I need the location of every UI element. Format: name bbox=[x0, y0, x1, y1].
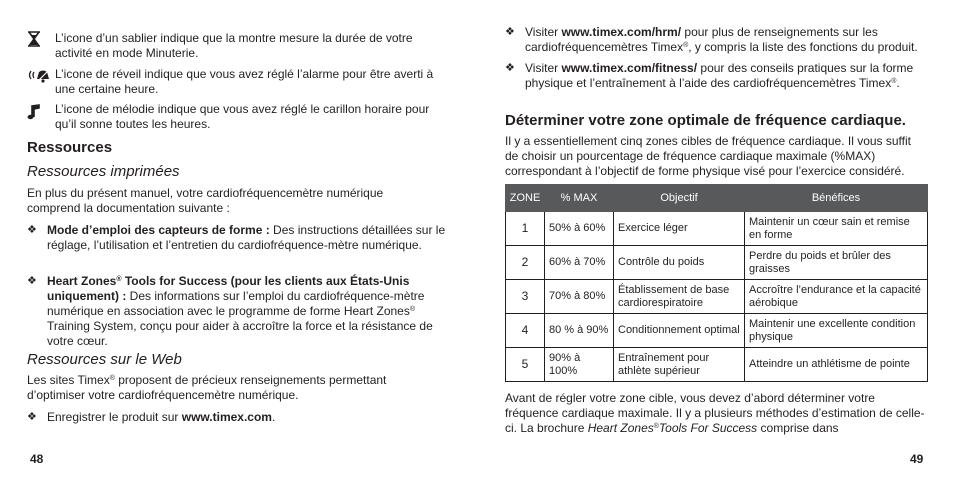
alarm-bell-icon bbox=[27, 68, 49, 84]
max-cell: 80 % à 90% bbox=[545, 314, 614, 348]
outro-text-b: comprise dans bbox=[757, 421, 839, 435]
bullet-title-b: Tools for Success (pour les clients aux États-Unis uniquement) : bbox=[47, 274, 410, 303]
register-end: . bbox=[271, 410, 276, 424]
zone-cell: 4 bbox=[506, 314, 545, 348]
diamond-bullet-icon: ❖ bbox=[505, 26, 515, 38]
web-intro-b: proposent de précieux renseignements permettant d’optimiser votre cardiofréquencemètre numérique. bbox=[27, 373, 387, 402]
col-header-zone: ZONE bbox=[506, 185, 545, 212]
hrm-text-a: pour plus de renseignements sur les cardiofréquencemètres Timex bbox=[525, 25, 878, 54]
fitness-link[interactable]: www.timex.com/fitness/ bbox=[561, 61, 698, 75]
fitness-text-a: pour des conseils pratiques sur la forme physique et l’entraînement à l’aide des cardiofréquencemètres Timex bbox=[525, 61, 914, 90]
page-number-right: 49 bbox=[910, 452, 924, 466]
page-number-left: 48 bbox=[30, 452, 44, 466]
bullet-title: Mode d’emploi des capteurs de forme : bbox=[47, 223, 270, 237]
table-row bbox=[506, 212, 928, 246]
objectif-cell: Contrôle du poids bbox=[614, 246, 745, 280]
objectif-cell: Établissement de base cardiorespiratoire bbox=[614, 280, 745, 314]
table-header-row bbox=[506, 185, 928, 212]
visit-text: Visiter bbox=[525, 25, 562, 39]
objectif-cell: Entraînement pour athlète supérieur bbox=[614, 348, 745, 382]
registered-mark: ® bbox=[109, 375, 115, 382]
timex-link[interactable]: www.timex.com bbox=[181, 410, 272, 424]
registered-mark: ® bbox=[683, 42, 689, 49]
benefices-cell: Perdre du poids et brûler des graisses bbox=[745, 246, 928, 280]
registered-mark: ® bbox=[116, 276, 122, 283]
table-row bbox=[506, 348, 928, 382]
table-row bbox=[506, 314, 928, 348]
objectif-cell: Conditionnement optimal bbox=[614, 314, 745, 348]
zone-cell: 1 bbox=[506, 212, 545, 246]
hourglass-icon bbox=[27, 31, 49, 47]
objectif-cell: Exercice léger bbox=[614, 212, 745, 246]
zone-table bbox=[505, 184, 928, 382]
ressources-heading: Ressources bbox=[27, 139, 113, 156]
alarm-description: L’icone de réveil indique que vous avez réglé l’alarme pour être averti à une certaine heure. bbox=[55, 67, 434, 96]
zone-cell: 5 bbox=[506, 348, 545, 382]
col-header-max: % MAX bbox=[545, 185, 614, 212]
bullet-title-a: Heart Zones bbox=[47, 274, 117, 288]
melody-description: L’icone de mélodie indique que vous avez réglé le carillon horaire pour qu’il sonne toutes les heures. bbox=[55, 102, 430, 131]
table-row bbox=[506, 246, 928, 280]
zone-intro: Il y a essentiellement cinq zones cibles de fréquence cardiaque. Il vous suffit de choisir un pourcentage de fréquence cardiaque maximale (%MAX) correspondant à l’objectif de forme physique visé pour l’exercice considéré. bbox=[505, 134, 912, 178]
zone-cell: 3 bbox=[506, 280, 545, 314]
web-intro bbox=[27, 373, 427, 403]
printed-resources-heading: Ressources imprimées bbox=[27, 163, 180, 180]
table-row bbox=[506, 280, 928, 314]
printed-intro: En plus du présent manuel, votre cardiofréquencemètre numérique comprend la documentation suivante : bbox=[27, 186, 384, 215]
music-note-icon bbox=[27, 104, 49, 120]
diamond-bullet-icon: ❖ bbox=[505, 62, 515, 74]
fitness-text-b: . bbox=[896, 76, 900, 90]
outro-italic: Heart Zones bbox=[587, 421, 654, 435]
bullet-text-a: Des informations sur l’emploi du cardiofréquence-mètre numérique en association avec le programme de forme Heart Zones bbox=[47, 289, 425, 318]
diamond-bullet-icon: ❖ bbox=[27, 275, 37, 287]
benefices-cell: Accroître l’endurance et la capacité aérobique bbox=[745, 280, 928, 314]
max-cell: 50% à 60% bbox=[545, 212, 614, 246]
zone-outro bbox=[505, 391, 927, 436]
hrm-link[interactable]: www.timex.com/hrm/ bbox=[561, 25, 682, 39]
max-cell: 60% à 70% bbox=[545, 246, 614, 280]
max-cell: 90% à 100% bbox=[545, 348, 614, 382]
registered-mark: ® bbox=[891, 78, 897, 85]
benefices-cell: Maintenir un cœur sain et remise en forme bbox=[745, 212, 928, 246]
registered-mark: ® bbox=[409, 306, 416, 313]
zone-cell: 2 bbox=[506, 246, 545, 280]
max-cell: 70% à 80% bbox=[545, 280, 614, 314]
col-header-objectif: Objectif bbox=[614, 185, 745, 212]
diamond-bullet-icon: ❖ bbox=[27, 411, 37, 423]
zone-heading: Déterminer votre zone optimale de fréquence cardiaque. bbox=[505, 112, 906, 129]
diamond-bullet-icon: ❖ bbox=[27, 224, 37, 236]
benefices-cell: Maintenir une excellente condition physique bbox=[745, 314, 928, 348]
outro-italic-2: Tools For Success bbox=[658, 421, 758, 435]
web-resources-heading: Ressources sur le Web bbox=[27, 351, 182, 368]
web-intro-a: Les sites Timex bbox=[27, 373, 110, 387]
bullet-text-b: Training System, conçu pour aider à accroître la force et la résistance de votre cœur. bbox=[47, 319, 433, 348]
registered-mark: ® bbox=[653, 423, 659, 430]
hourglass-description: L’icone d’un sablier indique que la montre mesure la durée de votre activité en mode Minuterie. bbox=[55, 31, 413, 60]
register-text: Enregistrer le produit sur bbox=[47, 410, 182, 424]
bullet-text: Des instructions détaillées sur le réglage, l’utilisation et l’entretien du cardiofréquence-mètre numérique. bbox=[47, 223, 446, 252]
hrm-text-b: , y compris la liste des fonctions du produit. bbox=[688, 40, 918, 54]
benefices-cell: Atteindre un athlétisme de pointe bbox=[745, 348, 928, 382]
col-header-benefices: Bénéfices bbox=[745, 185, 928, 212]
visit-text: Visiter bbox=[525, 61, 562, 75]
outro-text-a: Avant de régler votre zone cible, vous devez d’abord déterminer votre fréquence cardiaque maximale. Il y a plusieurs méthodes d’estimation de celle-ci. La brochure bbox=[505, 391, 925, 435]
